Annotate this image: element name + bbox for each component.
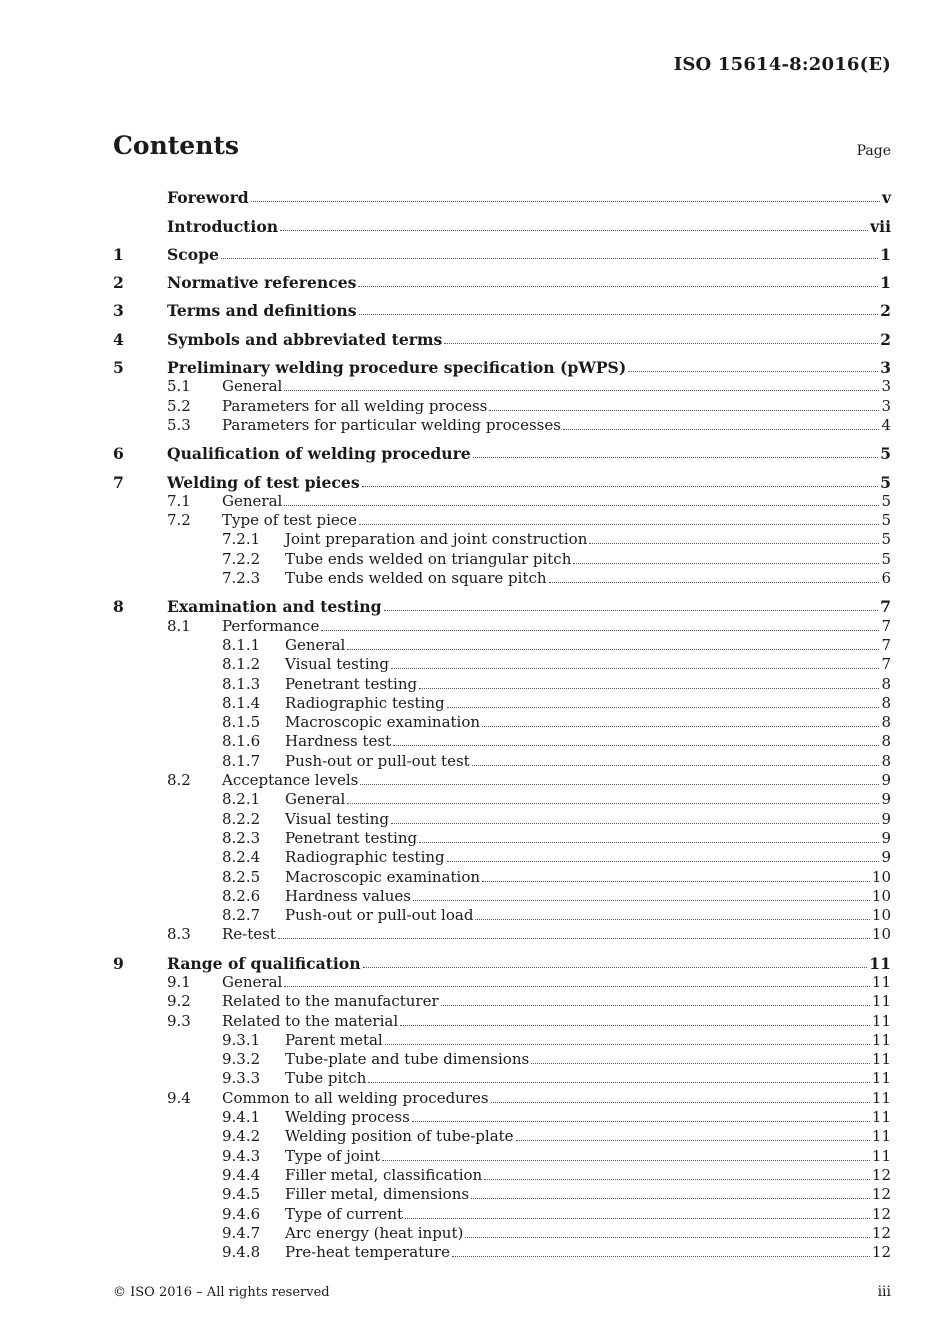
toc-entry-page: 11 bbox=[871, 1069, 891, 1088]
dot-leader bbox=[358, 285, 878, 287]
toc-entry-page: 3 bbox=[881, 377, 891, 396]
toc-entry-number: 9.4.8 bbox=[222, 1243, 261, 1262]
dot-leader bbox=[284, 985, 870, 987]
dot-leader bbox=[563, 428, 880, 430]
dot-leader bbox=[484, 1178, 870, 1180]
toc-entry-page: 12 bbox=[871, 1243, 891, 1262]
toc-entry-number: 9.4.5 bbox=[222, 1185, 261, 1204]
toc-entry-number: 7.2.1 bbox=[222, 530, 261, 549]
dot-leader bbox=[482, 725, 879, 727]
toc-entry-page: 10 bbox=[871, 906, 891, 925]
dot-leader bbox=[347, 648, 879, 650]
toc-entry-number: 5.2 bbox=[167, 396, 191, 415]
toc-entry-page: 8 bbox=[881, 674, 891, 693]
dot-leader bbox=[251, 200, 880, 202]
toc-entry-title: Qualification of welding procedure bbox=[167, 444, 471, 464]
toc-entry-number: 9.1 bbox=[167, 972, 191, 991]
toc-entry[interactable] bbox=[113, 711, 891, 730]
toc-entry-number: 8.2.5 bbox=[222, 867, 261, 886]
toc-entry[interactable] bbox=[113, 653, 891, 672]
toc-entry-title: General bbox=[285, 790, 346, 809]
toc-entry-number: 8.1 bbox=[167, 616, 191, 635]
toc-entry-page: 7 bbox=[881, 616, 891, 635]
toc-entry-number: 8.2.1 bbox=[222, 790, 261, 809]
toc-entry-page: 5 bbox=[880, 472, 891, 492]
toc-entry-number: 9.4.6 bbox=[222, 1204, 261, 1223]
toc-entry-number: 4 bbox=[113, 329, 124, 349]
toc-entry-number: 8.2.4 bbox=[222, 848, 261, 867]
toc-entry[interactable] bbox=[113, 509, 891, 528]
toc-entry-number: 8.2.6 bbox=[222, 886, 261, 905]
toc-entry-page: 8 bbox=[881, 713, 891, 732]
toc-entry-page: 10 bbox=[871, 867, 891, 886]
toc-entry-page: 11 bbox=[871, 1127, 891, 1146]
toc-entry-page: 9 bbox=[881, 828, 891, 847]
toc-entry-number: 8.3 bbox=[167, 925, 191, 944]
toc-entry-page: 5 bbox=[881, 549, 891, 568]
dot-leader bbox=[413, 899, 870, 901]
toc-entry-number: 6 bbox=[113, 444, 124, 464]
toc-entry[interactable] bbox=[113, 1125, 891, 1144]
toc-entry-number: 9.4.2 bbox=[222, 1127, 261, 1146]
toc-entry-title: Parent metal bbox=[285, 1030, 383, 1049]
toc-entry[interactable] bbox=[113, 547, 891, 566]
toc-entry-title: Related to the manufacturer bbox=[222, 992, 439, 1011]
toc-entry[interactable] bbox=[113, 1144, 891, 1163]
toc-entry-title: Welding process bbox=[285, 1108, 410, 1127]
dot-leader bbox=[363, 966, 868, 968]
toc-entry-page: 12 bbox=[871, 1204, 891, 1223]
toc-entry-title: Common to all welding procedures bbox=[222, 1088, 489, 1107]
toc-entry-title: Filler metal, classification bbox=[285, 1165, 483, 1184]
dot-leader bbox=[362, 485, 879, 487]
toc-entry[interactable] bbox=[113, 1106, 891, 1125]
toc-entry-page: 7 bbox=[881, 635, 891, 654]
toc-entry-number: 8.1.5 bbox=[222, 713, 261, 732]
dot-leader bbox=[382, 1159, 870, 1161]
toc-entry-title: Arc energy (heat input) bbox=[285, 1223, 464, 1242]
toc-entry-number: 2 bbox=[113, 273, 124, 293]
dot-leader bbox=[347, 802, 879, 804]
toc-entry-page: 11 bbox=[871, 1146, 891, 1165]
dot-leader bbox=[393, 744, 879, 746]
toc-entry-title: Macroscopic examination bbox=[285, 867, 481, 886]
toc-entry[interactable] bbox=[113, 846, 891, 865]
toc-entry-number: 9.2 bbox=[167, 992, 191, 1011]
toc-entry[interactable] bbox=[113, 1241, 891, 1260]
toc-entry-title: Preliminary welding procedure specification (pWPS) bbox=[167, 358, 627, 378]
toc-entry-title: Push-out or pull-out load bbox=[285, 906, 474, 925]
toc-entry-number: 8.1.4 bbox=[222, 693, 261, 712]
dot-leader bbox=[368, 1081, 870, 1083]
toc-entry[interactable] bbox=[113, 1183, 891, 1202]
dot-leader bbox=[516, 1139, 870, 1141]
toc-entry-title: Related to the material bbox=[222, 1011, 399, 1030]
dot-leader bbox=[400, 1024, 870, 1026]
toc-entry-title: General bbox=[222, 491, 283, 510]
dot-leader bbox=[359, 523, 879, 525]
dot-leader bbox=[465, 1236, 870, 1238]
page-column-label: Page bbox=[856, 143, 891, 159]
toc-entry[interactable] bbox=[113, 414, 891, 433]
toc-entry-page: 11 bbox=[871, 992, 891, 1011]
toc-entry-title: Range of qualification bbox=[167, 953, 361, 973]
dot-leader bbox=[573, 562, 879, 564]
toc-entry-number: 9.4 bbox=[167, 1088, 191, 1107]
dot-leader bbox=[391, 822, 880, 824]
toc-entry-title: Macroscopic examination bbox=[285, 713, 481, 732]
dot-leader bbox=[452, 1255, 870, 1257]
toc-entry-page: 6 bbox=[881, 569, 891, 588]
dot-leader bbox=[405, 1217, 870, 1219]
toc-entry-page: 2 bbox=[880, 329, 891, 349]
toc-entry-page: 4 bbox=[881, 415, 891, 434]
dot-leader bbox=[475, 918, 869, 920]
toc-entry-number: 9.3.1 bbox=[222, 1030, 261, 1049]
dot-leader bbox=[419, 841, 879, 843]
toc-entry-title: Penetrant testing bbox=[285, 828, 418, 847]
toc-entry[interactable] bbox=[113, 885, 891, 904]
toc-entry[interactable] bbox=[113, 788, 891, 807]
toc-entry-title: General bbox=[285, 635, 346, 654]
toc-entry-title: Re-test bbox=[222, 925, 276, 944]
toc-entry[interactable] bbox=[113, 442, 891, 464]
toc-entry-number: 9.3 bbox=[167, 1011, 191, 1030]
dot-leader bbox=[473, 456, 878, 458]
toc-entry[interactable] bbox=[113, 1067, 891, 1086]
toc-entry[interactable] bbox=[113, 1164, 891, 1183]
toc-entry-number: 7.2.3 bbox=[222, 569, 261, 588]
toc-entry-number: 8 bbox=[113, 597, 124, 617]
toc-entry-number: 9.4.3 bbox=[222, 1146, 261, 1165]
toc-entry-page: 11 bbox=[871, 972, 891, 991]
dot-leader bbox=[531, 1062, 870, 1064]
toc-entry[interactable] bbox=[113, 614, 891, 633]
dot-leader bbox=[419, 687, 879, 689]
toc-entry-title: Introduction bbox=[167, 216, 279, 236]
dot-leader bbox=[221, 257, 878, 259]
toc-entry-title: Type of test piece bbox=[222, 511, 358, 530]
toc-entry[interactable] bbox=[113, 672, 891, 691]
toc-entry[interactable] bbox=[113, 692, 891, 711]
copyright-notice: © ISO 2016 – All rights reserved bbox=[113, 1285, 330, 1300]
toc-entry-number: 9 bbox=[113, 953, 124, 973]
toc-entry[interactable] bbox=[113, 990, 891, 1009]
toc-entry[interactable] bbox=[113, 567, 891, 586]
toc-entry-page: 5 bbox=[880, 444, 891, 464]
toc-entry[interactable] bbox=[113, 1048, 891, 1067]
toc-entry-number: 7 bbox=[113, 472, 124, 492]
contents-title: Contents bbox=[113, 131, 240, 160]
toc-entry-page: 12 bbox=[871, 1223, 891, 1242]
toc-entry[interactable] bbox=[113, 904, 891, 923]
toc-entry-number: 8.1.3 bbox=[222, 674, 261, 693]
toc-entry-number: 9.4.7 bbox=[222, 1223, 261, 1242]
dot-leader bbox=[489, 409, 879, 411]
toc-entry-page: 5 bbox=[881, 491, 891, 510]
table-of-contents bbox=[113, 186, 891, 1260]
toc-entry-page: 12 bbox=[871, 1165, 891, 1184]
toc-entry[interactable] bbox=[113, 730, 891, 749]
toc-entry-title: Type of current bbox=[285, 1204, 404, 1223]
dot-leader bbox=[549, 581, 880, 583]
toc-entry-title: Parameters for particular welding processes bbox=[222, 415, 561, 434]
toc-entry-page: 11 bbox=[871, 1088, 891, 1107]
toc-entry-page: 10 bbox=[871, 925, 891, 944]
toc-entry-number: 5.3 bbox=[167, 415, 191, 434]
toc-entry-title: Radiographic testing bbox=[285, 848, 445, 867]
dot-leader bbox=[444, 342, 878, 344]
page-number: iii bbox=[877, 1284, 891, 1300]
dot-leader bbox=[321, 629, 879, 631]
toc-entry[interactable] bbox=[113, 271, 891, 293]
toc-entry-number: 8.1.1 bbox=[222, 635, 261, 654]
dot-leader bbox=[482, 880, 870, 882]
toc-entry-number: 9.3.3 bbox=[222, 1069, 261, 1088]
dot-leader bbox=[385, 1043, 870, 1045]
toc-entry-page: 9 bbox=[881, 809, 891, 828]
toc-entry-number: 5.1 bbox=[167, 377, 191, 396]
toc-entry-number: 3 bbox=[113, 301, 124, 321]
toc-entry[interactable] bbox=[113, 490, 891, 509]
toc-entry-number: 8.2.7 bbox=[222, 906, 261, 925]
dot-leader bbox=[384, 609, 879, 611]
dot-leader bbox=[447, 860, 880, 862]
toc-entry-title: Terms and definitions bbox=[167, 301, 357, 321]
toc-entry-page: 8 bbox=[881, 751, 891, 770]
toc-entry-number: 8.1.2 bbox=[222, 655, 261, 674]
toc-entry-title: Examination and testing bbox=[167, 597, 382, 617]
toc-entry-page: 11 bbox=[871, 1030, 891, 1049]
toc-entry-page: 5 bbox=[881, 511, 891, 530]
document-id: ISO 15614-8:2016(E) bbox=[673, 54, 891, 75]
toc-entry[interactable] bbox=[113, 634, 891, 653]
dot-leader bbox=[280, 229, 868, 231]
toc-entry-title: Hardness test bbox=[285, 732, 392, 751]
dot-leader bbox=[447, 706, 880, 708]
toc-entry-title: Foreword bbox=[167, 188, 249, 208]
toc-entry-page: 2 bbox=[880, 301, 891, 321]
toc-entry-page: 9 bbox=[881, 771, 891, 790]
toc-entry-title: Tube-plate and tube dimensions bbox=[285, 1050, 530, 1069]
toc-entry[interactable] bbox=[113, 807, 891, 826]
toc-entry-title: Welding of test pieces bbox=[167, 472, 360, 492]
toc-entry[interactable] bbox=[113, 951, 891, 973]
toc-entry-title: Type of joint bbox=[285, 1146, 381, 1165]
toc-entry-title: Tube pitch bbox=[285, 1069, 367, 1088]
toc-entry-number: 7.2.2 bbox=[222, 549, 261, 568]
toc-entry[interactable] bbox=[113, 749, 891, 768]
toc-entry-page: vii bbox=[870, 216, 891, 236]
toc-entry-page: 1 bbox=[880, 244, 891, 264]
toc-entry-number: 7.1 bbox=[167, 491, 191, 510]
toc-entry-title: Visual testing bbox=[285, 809, 389, 828]
toc-entry-number: 8.2 bbox=[167, 771, 191, 790]
toc-entry[interactable] bbox=[113, 971, 891, 990]
toc-entry-number: 1 bbox=[113, 244, 124, 264]
dot-leader bbox=[391, 667, 880, 669]
dot-leader bbox=[412, 1120, 870, 1122]
toc-entry-number: 9.4.1 bbox=[222, 1108, 261, 1127]
toc-entry-title: Scope bbox=[167, 244, 219, 264]
dot-leader bbox=[360, 783, 879, 785]
toc-entry-page: 8 bbox=[881, 732, 891, 751]
dot-leader bbox=[628, 370, 878, 372]
toc-entry-title: Symbols and abbreviated terms bbox=[167, 329, 443, 349]
toc-entry[interactable] bbox=[113, 470, 891, 492]
toc-entry-title: Filler metal, dimensions bbox=[285, 1185, 470, 1204]
dot-leader bbox=[441, 1004, 870, 1006]
toc-entry[interactable] bbox=[113, 528, 891, 547]
toc-entry-title: Tube ends welded on triangular pitch bbox=[285, 549, 572, 568]
toc-entry-title: Penetrant testing bbox=[285, 674, 418, 693]
dot-leader bbox=[589, 542, 879, 544]
dot-leader bbox=[472, 764, 880, 766]
toc-entry-number: 8.2.2 bbox=[222, 809, 261, 828]
dot-leader bbox=[284, 389, 879, 391]
toc-entry-title: Push-out or pull-out test bbox=[285, 751, 470, 770]
toc-entry[interactable] bbox=[113, 375, 891, 394]
toc-entry[interactable] bbox=[113, 769, 891, 788]
toc-entry[interactable] bbox=[113, 1222, 891, 1241]
toc-entry-page: 9 bbox=[881, 790, 891, 809]
toc-entry-page: 3 bbox=[880, 358, 891, 378]
toc-entry[interactable] bbox=[113, 923, 891, 942]
toc-entry-title: Visual testing bbox=[285, 655, 389, 674]
toc-entry[interactable] bbox=[113, 827, 891, 846]
toc-entry-page: 11 bbox=[871, 1011, 891, 1030]
toc-entry-title: Hardness values bbox=[285, 886, 411, 905]
toc-entry-title: General bbox=[222, 377, 283, 396]
toc-entry[interactable] bbox=[113, 1009, 891, 1028]
toc-entry-page: v bbox=[881, 188, 891, 208]
toc-entry-title: Parameters for all welding process bbox=[222, 396, 488, 415]
toc-entry-number: 8.2.3 bbox=[222, 828, 261, 847]
dot-leader bbox=[359, 313, 879, 315]
toc-entry-page: 8 bbox=[881, 693, 891, 712]
toc-entry-page: 3 bbox=[881, 396, 891, 415]
dot-leader bbox=[278, 937, 870, 939]
toc-entry-page: 7 bbox=[881, 655, 891, 674]
toc-entry-title: Radiographic testing bbox=[285, 693, 445, 712]
toc-entry[interactable] bbox=[113, 595, 891, 617]
toc-entry-page: 7 bbox=[880, 597, 891, 617]
toc-entry-title: Acceptance levels bbox=[222, 771, 359, 790]
toc-entry-page: 11 bbox=[871, 1050, 891, 1069]
toc-entry-page: 9 bbox=[881, 848, 891, 867]
toc-entry-title: Tube ends welded on square pitch bbox=[285, 569, 547, 588]
toc-entry[interactable] bbox=[113, 299, 891, 321]
toc-entry[interactable] bbox=[113, 327, 891, 349]
toc-entry[interactable] bbox=[113, 214, 891, 236]
toc-entry-page: 1 bbox=[880, 273, 891, 293]
toc-entry-number: 5 bbox=[113, 358, 124, 378]
toc-entry[interactable] bbox=[113, 1029, 891, 1048]
toc-entry[interactable] bbox=[113, 394, 891, 413]
toc-entry-page: 11 bbox=[869, 953, 891, 973]
toc-entry-number: 9.3.2 bbox=[222, 1050, 261, 1069]
toc-entry-number: 7.2 bbox=[167, 511, 191, 530]
dot-leader bbox=[491, 1101, 870, 1103]
toc-entry[interactable] bbox=[113, 865, 891, 884]
toc-entry-title: Joint preparation and joint construction bbox=[285, 530, 588, 549]
toc-entry-page: 10 bbox=[871, 886, 891, 905]
toc-entry[interactable] bbox=[113, 243, 891, 262]
toc-entry-number: 9.4.4 bbox=[222, 1165, 261, 1184]
toc-entry[interactable] bbox=[113, 1086, 891, 1105]
toc-entry-number: 8.1.7 bbox=[222, 751, 261, 770]
dot-leader bbox=[471, 1197, 870, 1199]
toc-entry-title: General bbox=[222, 972, 283, 991]
toc-entry-page: 5 bbox=[881, 530, 891, 549]
toc-entry-title: Performance bbox=[222, 616, 320, 635]
dot-leader bbox=[284, 504, 879, 506]
toc-entry[interactable] bbox=[113, 356, 891, 378]
toc-entry[interactable] bbox=[113, 186, 891, 208]
toc-entry-number: 8.1.6 bbox=[222, 732, 261, 751]
toc-entry-page: 11 bbox=[871, 1108, 891, 1127]
toc-entry-page: 12 bbox=[871, 1185, 891, 1204]
toc-entry-title: Normative references bbox=[167, 273, 357, 293]
toc-entry[interactable] bbox=[113, 1202, 891, 1221]
toc-entry-title: Pre-heat temperature bbox=[285, 1243, 450, 1262]
toc-entry-title: Welding position of tube-plate bbox=[285, 1127, 514, 1146]
